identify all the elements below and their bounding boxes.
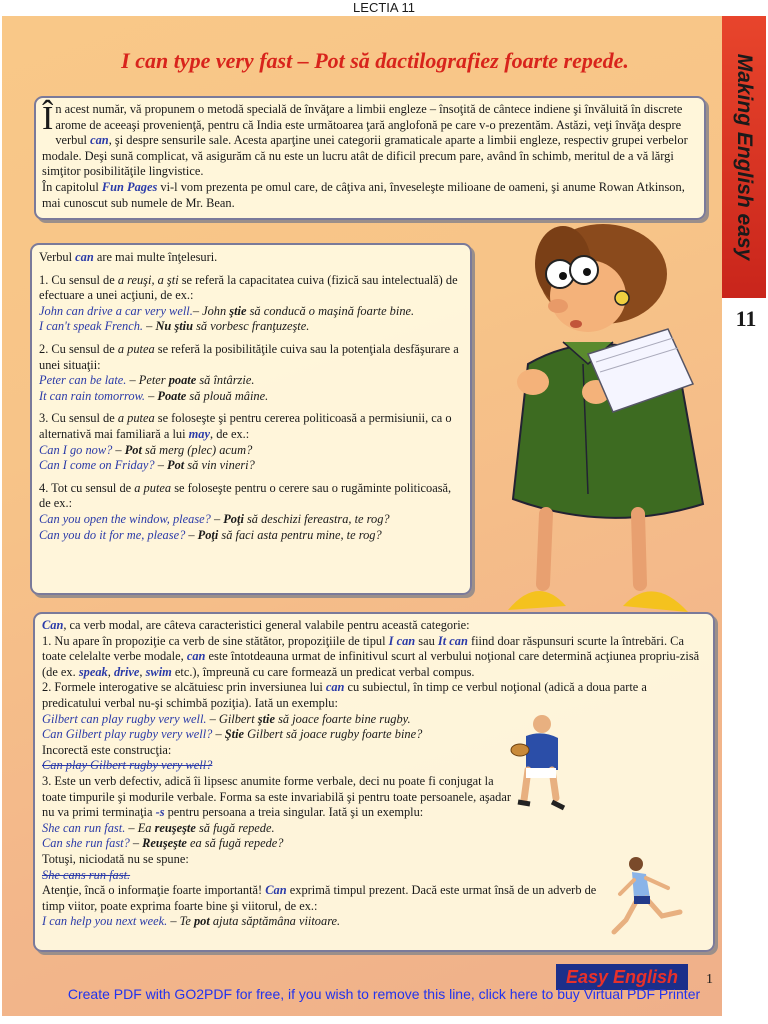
incorrect-example: Can play Gilbert rugby very well?	[42, 758, 213, 773]
meaning-2: 2. Cu sensul de a putea se referă la posibilităţile cuiva sau la potenţiala desfăşurare a unei situaţii:	[39, 341, 459, 372]
runner-illustration	[606, 854, 686, 946]
can-meanings-box	[30, 243, 472, 595]
easy-english-logo: Easy English	[556, 964, 688, 990]
go2pdf-link[interactable]: Create PDF with GO2PDF for free, if you wish to remove this line, click here to buy Virtual PDF Printer	[67, 986, 701, 1002]
page-number: 1	[706, 972, 713, 987]
meanings-intro: Verbul can are mai multe înţelesuri.	[39, 250, 218, 264]
example-line: Can Gilbert play rugby very well? – Ştie Gilbert să joace rugby foarte bine?	[42, 727, 423, 742]
intro-paragraph	[42, 102, 698, 180]
example-line: I can't speak French. – Nu ştiu să vorbesc franţuzeşte.	[39, 319, 310, 334]
example-line: Can she run fast? – Reuşeşte ea să fugă repede?	[42, 836, 284, 851]
side-tab-number: 11	[735, 306, 757, 331]
example-line: Gilbert can play rugby very well. – Gilbert ştie să joace foarte bine rugby.	[42, 711, 411, 726]
modal-intro: Can, ca verb modal, are câteva caracteristici general valabile pentru această categorie:	[42, 618, 470, 632]
drop-cap: Î	[42, 100, 54, 137]
totusi-label: Totuşi, niciodată nu se spune:	[42, 851, 189, 866]
intro-text: , şi despre sensurile sale. Acesta aparţine unei categorii gramaticale aparte a limbii engleze, respectiv grupei verbelor modale. Deşi sună complicat, vă asigurăm că nu este un lucru atât de dificil precum pare, având în schimb, meritul de a vă lărgi simţitor posibilităţile lingvistice.	[42, 133, 688, 179]
meaning-1: 1. Cu sensul de a reuşi, a şti se referă la capacitatea cuiva (fizică sau intelectuală) de efectuare a unei acţiuni, de ex.:	[39, 272, 458, 303]
side-tab-label: Making English easy	[733, 53, 756, 261]
intro-box	[34, 96, 706, 220]
example-line: Can you do it for me, please? – Poţi să faci asta pentru mine, te rog?	[39, 527, 382, 542]
teacher-cartoon-illustration	[488, 214, 720, 624]
intro-keyword: can	[90, 133, 109, 148]
incorrect-label: Incorectă este construcţia:	[42, 742, 172, 757]
rule-3: 3. Este un verb defectiv, adică îi lipsesc anumite forme verbale, deci nu poate fi conjugat la toate timpurile şi modurile verbale. Forma sa este invariabilă şi pentru toate persoanele, aşadar nu va primi terminaţia -s pentru persoana a treia singular. Iată şi un exemplu:	[42, 773, 511, 820]
rule-2: 2. Formele interogative se alcătuiesc prin inversiunea lui can cu subiectul, în timp ce verbul noţional (adică a doua parte a predicatului verbal nu-şi schimbă poziţia). Iată un exemplu:	[42, 680, 647, 710]
rule-1: 1. Nu apare în propoziţie ca verb de sine stătător, propoziţiile de tipul I can sau It can fiind doar răspunsuri scurte la întrebări. Ca toate celelalte verbe modale, can este întotdeauna urmat de infinitivul scurt al verbului noţional care determină acţiunea propriu-zisă (de ex. speak, drive, swim etc.), împreună cu care formează un predicat verbal compus.	[42, 633, 700, 679]
intro-paragraph	[42, 180, 698, 211]
example-line: Can I go now? – Pot să merg (plec) acum?	[39, 442, 253, 457]
intro-text: În capitolul	[42, 179, 102, 194]
example-line: Can I come on Friday? – Pot să vin vineri?	[39, 458, 255, 473]
meaning-4: 4. Tot cu sensul de a putea se foloseşte pentru o cerere sau o rugăminte politicoasă, de ex.:	[39, 480, 452, 511]
example-line: Can you open the window, please? – Poţi să deschizi fereastra, te rog?	[39, 511, 390, 526]
example-line: It can rain tomorrow. – Poate să plouă mâine.	[39, 388, 269, 403]
example-line: She can run fast. – Ea reuşeşte să fugă repede.	[42, 820, 275, 835]
rugby-player-illustration	[508, 712, 570, 816]
incorrect-example: She cans run fast.	[42, 867, 131, 882]
example-line: I can help you next week. – Te pot ajuta săptămâna viitoare.	[42, 914, 341, 929]
example-line: Peter can be late. – Peter poate să întârzie.	[39, 373, 255, 388]
page-title: I can type very fast – Pot să dactilografiez foarte repede.	[121, 48, 629, 73]
example-line: John can drive a car very well.– John ştie să conducă o maşină foarte bine.	[39, 303, 415, 318]
side-tab	[722, 16, 766, 298]
meaning-3: 3. Cu sensul de a putea se foloseşte şi pentru cererea politicoasă a permisiunii, ca o alternativă mai familiară a lui may, de ex.:	[39, 411, 452, 441]
intro-keyword: Fun Pages	[101, 179, 158, 194]
intro-text: vi-l vom prezenta pe omul care, de câţiva ani, înveseleşte milioane de oameni, şi anume Rowan Atkinson, mai cunoscut sub numele de Mr. Bean.	[42, 179, 685, 210]
note-paragraph: Atenţie, încă o informaţie foarte importantă! Can exprimă timpul prezent. Dacă este urmat însă de un adverb de timp viitor, poate exprima foarte bine şi viitorul, de ex.:	[42, 883, 597, 913]
lesson-label: LECTIA 11	[353, 0, 415, 15]
intro-text: n acest număr, vă propunem o metodă specială de învăţare a limbii engleze – însoţită de cântece indiene şi învăluită în discrete arome de aceeaşi provenienţă, pentru că India este următoarea ţară anglofonă pe care v-o prezentăm. Astăzi, veţi învăţa despre verbul	[55, 102, 683, 148]
